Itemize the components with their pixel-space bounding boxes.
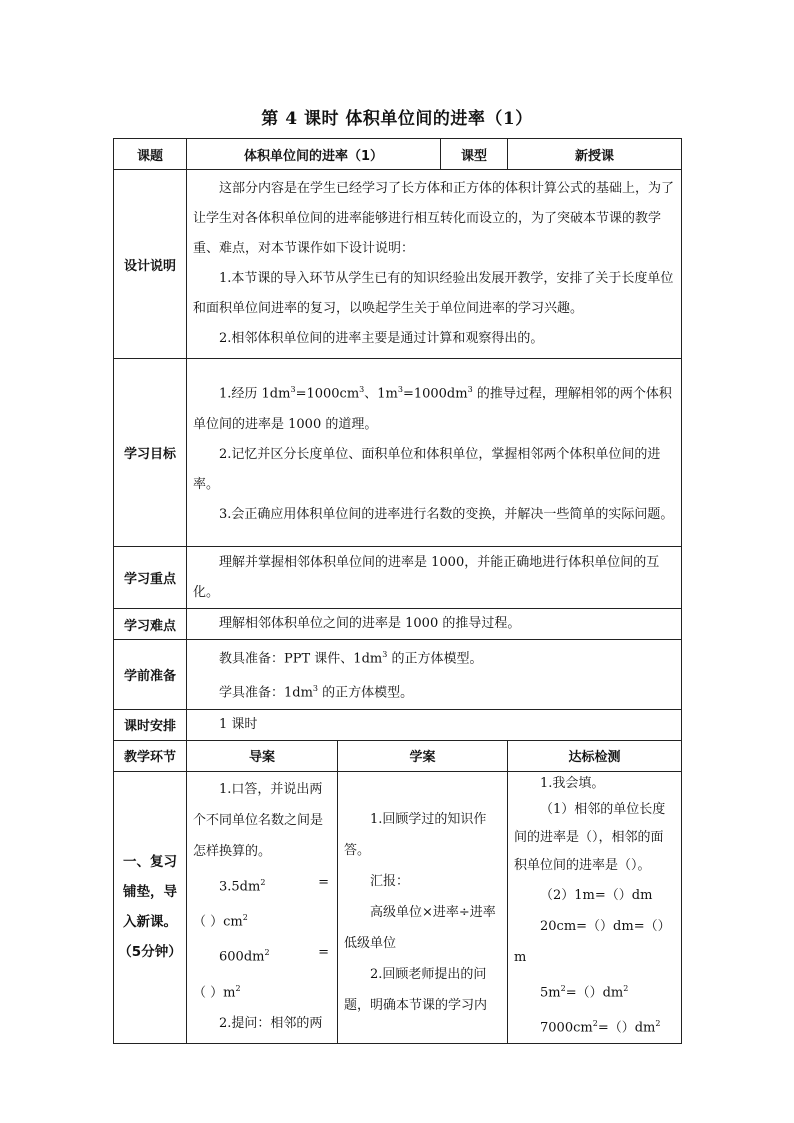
check-p1: 1.我会填。 (540, 775, 605, 791)
stage-1-row (114, 771, 682, 1044)
design-paragraph-2: 1.本节课的导入环节从学生已有的知识经验出发展开教学，安排了关于长度单位和面积单位间进率的复习，以唤起学生关于单位间进率的学习兴趣。 (193, 271, 674, 316)
prep-label: 学前准备 (114, 640, 187, 710)
topic-value: 体积单位间的进率（1） (187, 139, 441, 170)
design-paragraph-1: 这部分内容是在学生已经学习了长方体和正方体的体积计算公式的基础上，为了让学生对各体积单位间的进率能够进行相互转化而设立的，为了突破本节课的教学重、难点，对本节课作如下设计说明： (193, 181, 675, 256)
stage-1-label: 一、复习 铺垫，导 入新课。 （5分钟） (114, 771, 187, 1044)
design-paragraph-3: 2.相邻体积单位间的进率主要是通过计算和观察得出的。 (219, 331, 544, 346)
prep-student: 学具准备：$1dm^3$ 的正方体模型。 (219, 684, 414, 701)
guide-p1: 1.口答，并说出两个不同单位名数之间是怎样换算的。 (193, 781, 324, 859)
design-row (114, 170, 682, 359)
key-point-text: 理解并掌握相邻体积单位间的进率是 1000，并能正确地进行体积单位间的互化。 (193, 554, 660, 600)
goal-1: 1.经历 $1dm^3=1000cm^3$、$1m^3=1000dm^3$ 的推导过程，理解相邻的两个体积单位间的进率是 1000 的道理。 (193, 385, 672, 432)
check-header: 达标检测 (508, 740, 682, 771)
topic-label: 课题 (114, 139, 187, 170)
section-header-row (114, 740, 682, 771)
key-point-label: 学习重点 (114, 547, 187, 609)
check-cell (508, 771, 682, 1044)
study-header: 学案 (338, 740, 508, 771)
check-p2: （1）相邻的单位长度间的进率是（），相邻的面积单位间的进率是（）。 (514, 801, 666, 873)
document-title: 第 4 课时 体积单位间的进率（1） (261, 109, 533, 129)
prep-row (114, 640, 682, 710)
check-p3: （2）1m=（）dm (540, 887, 653, 903)
header-row (114, 139, 682, 170)
schedule-label: 课时安排 (114, 709, 187, 740)
study-p4: 2.回顾老师提出的问题，明确本节课的学习内 (344, 966, 488, 1013)
difficulty-text: 理解相邻体积单位之间的进率是 1000 的推导过程。 (219, 616, 521, 631)
guide-eq2-a: $600dm^2$ = (219, 945, 329, 965)
guide-p2: 2.提问：相邻的两 (219, 1015, 323, 1031)
guide-eq1-a: $3.5dm^2$ = (219, 874, 329, 894)
prep-teacher: 教具准备：PPT 课件、$1dm^3$ 的正方体模型。 (219, 650, 483, 667)
difficulty-row (114, 609, 682, 640)
type-value: 新授课 (508, 139, 682, 170)
study-p2: 汇报： (370, 873, 410, 889)
difficulty-label: 学习难点 (114, 609, 187, 640)
check-p6: $7000cm^2=()dm^2$ (540, 1018, 661, 1036)
guide-eq2-b: （ ）$m^2$ (193, 983, 241, 1000)
goal-2: 2.记忆并区分长度单位、面积单位和体积单位，掌握相邻两个体积单位间的进率。 (193, 446, 661, 492)
lesson-plan-table (113, 138, 682, 1044)
guide-header: 导案 (187, 740, 338, 771)
check-p4: 20cm=（）dm=（）m (514, 918, 671, 965)
design-label: 设计说明 (114, 170, 187, 359)
schedule-row (114, 709, 682, 740)
goals-label: 学习目标 (114, 359, 187, 547)
goals-row (114, 359, 682, 547)
schedule-value: 1 课时 (219, 716, 258, 732)
goal-3: 3.会正确应用体积单位间的进率进行名数的变换，并解决一些简单的实际问题。 (219, 506, 674, 522)
key-point-row (114, 547, 682, 609)
guide-cell (187, 771, 338, 1044)
study-p1: 1.回顾学过的知识作答。 (344, 811, 487, 858)
guide-eq1-b: （ ）$cm^2$ (193, 912, 248, 930)
type-label: 课型 (441, 139, 508, 170)
study-p3: 高级单位×进率÷进率低级单位 (344, 904, 496, 951)
check-p5: $5m^2=()dm^2$ (540, 983, 629, 1000)
stage-header: 教学环节 (114, 740, 187, 771)
study-cell (338, 771, 508, 1044)
